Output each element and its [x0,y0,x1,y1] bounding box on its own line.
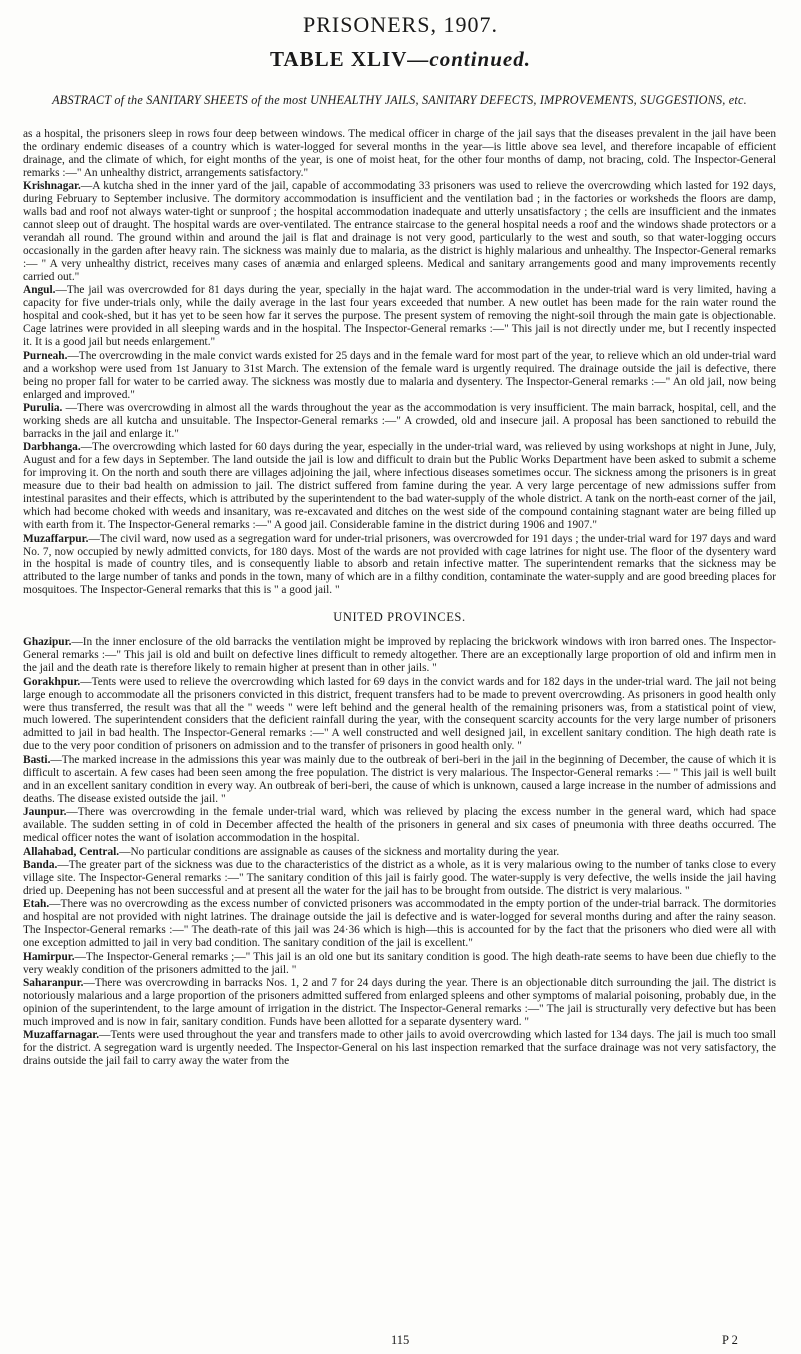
jail-text: —There was no overcrowding as the excess number of convicted prisoners was accommodated in the empty portion of the under-trial barrack. The dormitories and hospital are not provided with night latrines. The drainage outside the jail is defective and is water-logged for several months during and after the rainy season. The Inspector-General remarks :—" The death-rate of this jail was 24·36 which is high—this is accounted for by the fact that the prisoners who died were all with one exception admitted to jail in very bad condition. The sanitary condition of the jail is excellent." [23,898,776,950]
table-title-continued: —continued. [407,47,531,71]
jail-entry [23,636,776,675]
jail-name: Muzaffarpur. [23,532,89,545]
jail-entry [23,284,776,349]
jail-name: Gorakhpur. [23,675,81,688]
bengal-entries [23,180,776,597]
page-footer [0,1333,801,1351]
table-title-main: TABLE XLIV [269,47,408,71]
signature-mark: P 2 [722,1333,738,1347]
jail-entry [23,754,776,806]
section-heading: UNITED PROVINCES. [333,610,466,625]
jail-text: —The marked increase in the admissions this year was mainly due to the outbreak of beri-beri in the jail in the beginning of December, the cause of which it is difficult to ascertain. A few cases had been seen among the free population. The district is very malarious. The Inspector-General remarks :— " This jail is well built and in an excellent sanitary condition in every way. An outbreak of beri-beri, the cause of which is unknown, caused a large increase in the number of admissions and deaths. The disease existed outside the jail. " [23,753,776,805]
jail-text: —The jail was overcrowded for 81 days during the year, specially in the hajat ward. The accommodation in the under-trial ward is very limited, having a capacity for five under-trials only, while the daily average in the last four years exceeded that number. A new outlet has been made for the rain water round the hospital and cook-shed, but it has yet to be seen how far it serves the purpose. The present system of removing the night-soil through the main gate is objectionable. Cage latrines were provided in all sleeping wards and in the hospital. The Inspector-General remarks :—" This jail is not directly under me, but I recently inspected it. It is a good jail but needs enlargement." [23,284,776,349]
jail-text: —The Inspector-General remarks ;—" This jail is an old one but its sanitary condition is good. The high death-rate seems to have been due chiefly to the very weakly condition of the prisoners admitted to the jail. " [23,950,776,976]
intro-paragraph: as a hospital, the prisoners sleep in rows four deep between windows. The medical officer in charge of the jail says that the diseases prevalent in the jail have been the ordinary endemic diseases of a country which is water-logged for several months in the year—is little above sea level, and therefore incapable of efficient drainage, and the climate of which, for eight months of the year, is one of moist heat, for the other four months of damp, not bracing, cold. The Inspector-General remarks :—" An unhealthy district, arrangements satisfactory." [23,128,776,179]
jail-name: Basti. [23,753,51,766]
jail-entry [23,533,776,598]
jail-name: Darbhanga. [23,441,81,454]
jail-entry [23,859,776,898]
jail-name: Hamirpur. [23,950,75,963]
jail-name: Banda. [23,858,58,871]
united-provinces-entries [23,636,776,1068]
jail-text: —In the inner enclosure of the old barracks the ventilation might be improved by replacing the brickwork windows with iron barred ones. The Inspector-General remarks :—" This jail is old and built on defective lines difficult to remedy altogether. There are an exceptionally large proportion of old and infirm men in the jail and the death rate is therefore likely to remain higher at present than in other jails. " [23,636,776,675]
jail-entry [23,1029,776,1068]
jail-text: —There was overcrowding in the female under-trial ward, which was relieved by placing the excess number in the general ward, which had space available. The sudden setting in of cold in December affected the health of the prisoners in general and six cases of pneumonia with three deaths occurred. The medical officer notes the want of isolation accommodation in the hospital. [23,806,776,845]
jail-name: Allahabad, Central. [23,845,120,858]
jail-name: Jaunpur. [23,806,67,819]
jail-text: —No particular conditions are assignable as causes of the sickness and mortality during the year. [119,845,560,858]
jail-entry [23,402,776,441]
jail-entry [23,806,776,845]
jail-name: Muzaffarnagar. [23,1029,100,1042]
jail-entry [23,350,776,402]
jail-entry [23,951,776,977]
jail-text: —The overcrowding which lasted for 60 days during the year, especially in the under-trial ward, was relieved by using workshops at night in June, July, August and for a few days in September. The land outside the jail is low and difficult to drain but the Public Works Department have been asked to submit a scheme for improving it. On the north and south there are villages adjoining the jail, where infectious diseases sometimes occur. The sickness among the prisoners is in great measure due to their bad health on admission to jail. The district suffered from famine during the year. A very large percentage of new admissions suffer from intestinal parasites and their effects, which is attributed by the superintendent to the bad water-supply of the whole district. A tank on the north-east corner of the jail, which had become choked with weeds and insanitary, was re-excavated and ditches on the west side of the compound containing stagnant water are being filled up with earth from it. The Inspector-General remarks :—" A good jail. Considerable famine in the district during 1906 and 1907." [23,441,776,532]
jail-name: Purneah. [23,349,68,362]
jail-text: —Tents were used throughout the year and transfers made to other jails to avoid overcrowding which lasted for 134 days. The jail is much too small for the district. A segregation ward is urgently needed. The Inspector-General on his last inspection remarked that the surface drainage was not very satisfactory, the drains outside the jail fail to carry away the water from the [23,1029,776,1068]
jail-entry [23,441,776,532]
abstract-heading: ABSTRACT of the SANITARY SHEETS of the most UNHEALTHY JAILS, SANITARY DEFECTS, IMPROVEMENTS, SUGGESTIONS, etc. [52,93,747,107]
jail-name: Angul. [23,284,56,297]
jail-text: —Tents were used to relieve the overcrowding which lasted for 69 days in the convict wards and for 182 days in the under-trial ward. The jail not being large enough to accommodate all the prisoners convicted in this district, frequent transfers had to be made to prevent overcrowding. As prisoners in good health only were thus transferred, the result was that all the " weeds " were left behind and the general health of the remaining prisoners was, from a statistical point of view, much lowered. The superintendent considers that the deficient rainfall during the year, with the consequent scarcity accounts for the very large number of prisoners admitted to jail in bad health. The Inspector-General remarks :—" A well constructed and well designed jail, in excellent sanitary condition. The high death rate is due to the very poor condition of prisoners on admission and to the transfer of prisoners in good health only. " [23,675,776,753]
jail-name: Krishnagar. [23,180,81,193]
page-number: 115 [391,1333,410,1347]
jail-name: Ghazipur. [23,636,72,649]
jail-entry [23,676,776,754]
jail-entry [23,898,776,950]
jail-entry [23,180,776,284]
jail-entry [23,977,776,1029]
body-text [23,128,776,1069]
jail-name: Purulia. [23,402,63,415]
jail-text: —There was overcrowding in almost all the wards throughout the year as the accommodation is very insufficient. The main barrack, hospital, cell, and the working sheds are all kutcha and unsuitable. The Inspector-General remarks :—" A crowded, old and insecure jail. A proposal has been sanctioned to rebuild the barracks in the jail and enlarge it." [23,402,776,440]
table-title [0,47,801,72]
jail-text: —The greater part of the sickness was due to the characteristics of the district as a whole, as it is very malarious owing to the number of tanks close to every village site. The Inspector-General remarks :—" The sanitary condition of this jail is fairly good. The water-supply is very defective, the wells inside the jail having dried up. Deepening has not been successful and at present all the water for the jail has to be brought from outside. The district is very malarious. " [23,858,776,897]
jail-text: —The civil ward, now used as a segregation ward for under-trial prisoners, was overcrowded for 191 days ; the under-trial ward for 197 days and ward No. 7, now occupied by newly admitted convicts, for 180 days. Most of the wards are not provided with cage latrines for night use. The floor of the dysentery ward in the hospital is made of country tiles, and is consequently liable to absorb and retain infective matter. The superintendent remarks that the sickness may be attributed to the large number of tanks and ponds in the town, many of which are in a filthy condition, contaminate the water-supply and are good breeding places for mosquitoes. The Inspector-General remarks that this is " a good jail. " [23,532,776,597]
jail-text: —A kutcha shed in the inner yard of the jail, capable of accommodating 33 prisoners was used to relieve the overcrowding which lasted for 192 days, during February to September inclusive. The dormitory accommodation is insufficient and the ventilation bad ; in the factories or worksheds the floors are damp, walls bad and roof not always water-tight or sunproof ; the hospital accommodation inadequate and utterly unsatisfactory ; the cells are insufficient and the inmates cannot sleep out of draught. The hospital wards are over-ventilated. The entrance staircase to the general hospital needs a roof and the windows shade protectors or a verandah all round. The ground within and around the jail is flat and drainage is not very good, particularly to the west and south, so that water-logging occurs occasionally in the garden after heavy rain. The sickness was mainly due to malaria, as the district is highly malarious and unhealthy. The Inspector-General remarks :— " A very unhealthy district, receives many cases of anæmia and enlarged spleens. Medical and sanitary arrangements good and many improvements recently carried out." [23,180,776,283]
jail-text: —There was overcrowding in barracks Nos. 1, 2 and 7 for 24 days during the year. There is an objectionable ditch surrounding the jail. The district is notoriously malarious and a large proportion of the prisoners admitted suffered from enlarged spleens and other symptoms of malarial poisoning, probably due, in the opinion of the superintendent, to the large amount of irrigation in the district. The Inspector-General remarks :—" The jail is structurally very defective but has been much improved and is now in fair, sanitary condition. Funds have been allotted for a separate dysentery ward. " [23,977,776,1028]
jail-text: —The overcrowding in the male convict wards existed for 25 days and in the female ward for most part of the year, to relieve which an old under-trial ward and a workshop were used from 1st January to 31st March. The extension of the female ward is urgently required. The drainage outside the jail is defective, there being no proper fall for water to be carried away. The sickness was mostly due to malaria and dysentery. The Inspector-General remarks :—" An old jail, now being enlarged and improved." [23,349,776,401]
jail-name: Etah. [23,898,50,911]
jail-entry [23,846,776,859]
running-head: PRISONERS, 1907. [302,12,499,37]
jail-name: Saharanpur. [23,977,84,990]
